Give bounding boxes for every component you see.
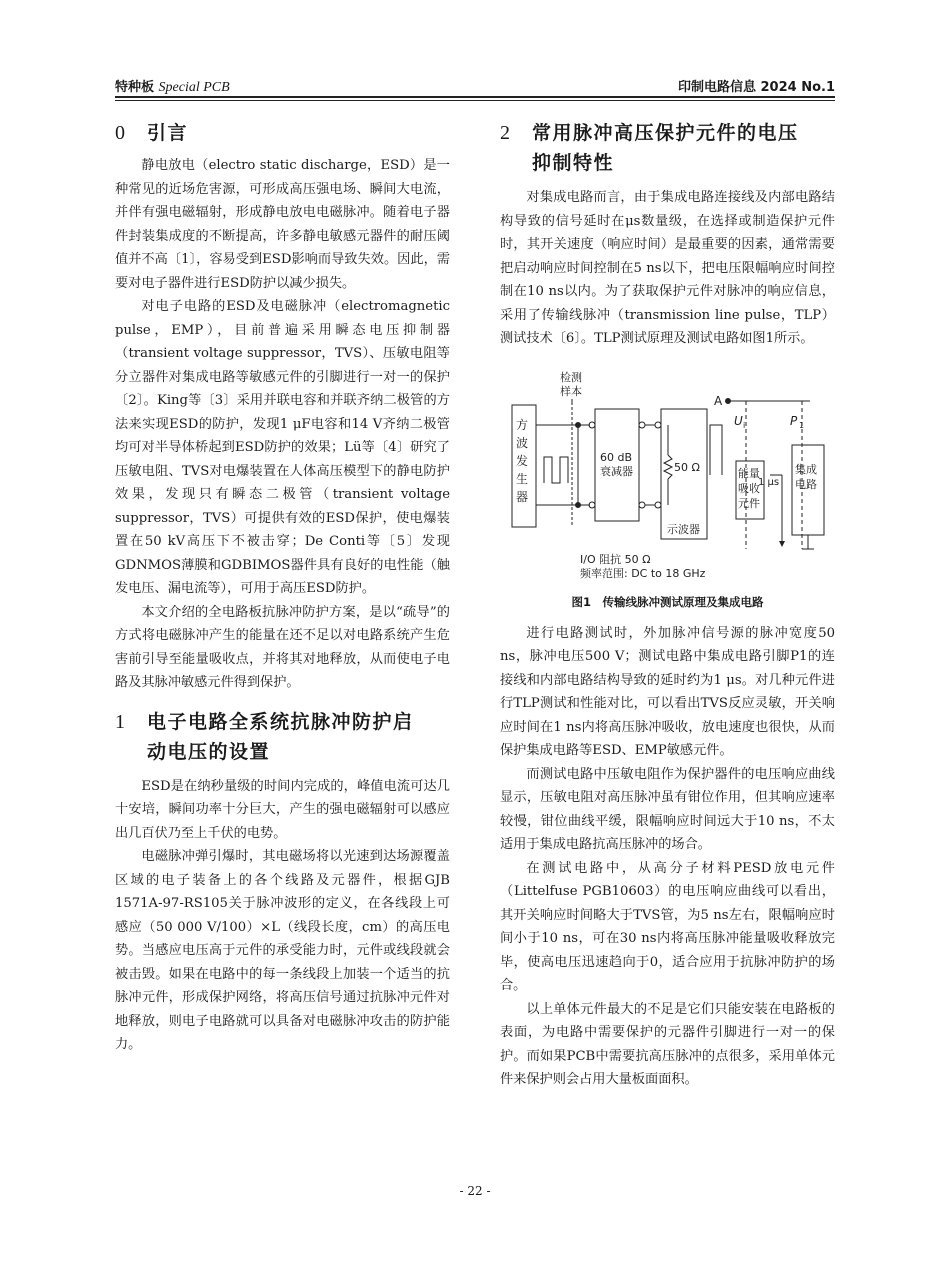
figure-1 <box>500 365 835 590</box>
paragraph: 对集成电路而言，由于集成电路连接线及内部电路结构导致的信号延时在μs数量级，在选择或制造保护元件时，其开关速度（响应时间）是最重要的因素，通常需要把启动响应时间控制在5 ns以下，把电压限幅响应时间控制在10 ns以内。为了获取保护元件对脉冲的响应信息，采用了传输线脉冲（transmission line pulse，TLP）测试技术〔6〕。TLP测试原理及测试电路如图1所示。 <box>500 190 835 346</box>
resistor-icon <box>664 455 672 479</box>
sample-label-1: 检测 <box>560 370 582 384</box>
resistor-label: 50 Ω <box>674 460 700 474</box>
ui-label: U <box>734 413 743 428</box>
header-rule-thin <box>115 100 835 101</box>
p1-label: P <box>790 413 798 428</box>
freq-range-label: 频率范围: DC to 18 GHz <box>580 566 706 580</box>
absorber-label-3: 元件 <box>738 496 760 510</box>
header-journal-section <box>115 76 230 96</box>
gen-char: 发 <box>516 453 529 468</box>
terminal <box>655 422 661 428</box>
pulse-waveform-icon <box>544 457 568 483</box>
figure-1-caption: 图1 传输线脉冲测试原理及集成电路 <box>571 594 764 609</box>
delay-label: 1 μs <box>758 476 780 488</box>
section-1-title-line2: 动电压的设置 <box>147 740 271 763</box>
absorber-label-1: 能量 <box>738 466 760 480</box>
node-dot <box>576 502 581 507</box>
page-number: - 22 - <box>459 1184 491 1198</box>
right-column <box>500 118 835 1092</box>
page-header <box>115 76 835 94</box>
tlp-circuit-diagram <box>500 365 835 590</box>
header-journal-issue: 印制电路信息 2024 No.1 <box>677 80 835 95</box>
section-1-number: 1 <box>115 710 127 733</box>
ic-label-2: 电路 <box>795 477 817 491</box>
section-2-title-line1: 常用脉冲高压保护元件的电压 <box>532 122 799 144</box>
terminal <box>639 422 645 428</box>
section-0-title: 引言 <box>147 122 189 144</box>
square-wave-generator-label <box>516 417 528 504</box>
section-2-title-line2: 抑制特性 <box>532 152 615 174</box>
section-2-number: 2 <box>500 122 512 144</box>
paragraph: 在测试电路中，从高分子材料PESD放电元件（Littelfuse PGB10603）的电压响应曲线可以看出，其开关响应时间略大于TVS管，为5 ns左右，限幅响应时间小于10 ns，可在30 ns内将高压脉冲能量吸收释放完毕，使高电压迅速趋向于0，适合应用于抗脉冲防护的场合。 <box>500 860 835 993</box>
gen-char: 生 <box>516 471 529 486</box>
p1-subscript: 1 <box>799 420 805 430</box>
ic-label-1: 集成 <box>795 462 817 476</box>
paragraph: 电磁脉冲弹引爆时，其电磁场将以光速到达场源覆盖区域的电子装备上的各个线路及元器件，根据GJB 1571A-97-RS105关于脉冲波形的定义，在各线段上可感应（50 000 V/100）×L（线段长度，cm）的高压电势。当感应电压高于元件的承受能力时，元件或线段就会被击毁。如果在电路中的每一条线段上加装一个适当的抗脉冲元件，形成保护网络，将高压信号通过抗脉冲元件对地释放，则电子电路就可以具备对电磁脉冲攻击的防护能力。 <box>115 849 450 1052</box>
terminal <box>639 502 645 508</box>
attenuator-label-2: 衰减器 <box>600 464 633 478</box>
paragraph: 对电子电路的ESD及电磁脉冲（electromagnetic pulse，EMP），目前普遍采用瞬态电压抑制器（transient voltage suppressor，TVS）、压敏电阻等分立器件对集成电路等敏感元件的引脚进行一对一的保护〔2〕。King等〔3〕采用并联电容和并联齐纳二极管的方法来实现ESD的防护，发现1 μF电容和14 V齐纳二极管均可对半导体桥起到ESD防护的效果；Lü等〔4〕研究了压敏电阻、TVS对电爆装置在人体高压模型下的静电防护效果，发现只有瞬态二极管（transient voltage suppressor，TVS）可提供有效的ESD保护，使电爆装置在50 kV高压下不被击穿；De Conti等〔5〕发现GDNMOS薄膜和GDBIMOS器件具有良好的电性能（触发电压、漏电流等），可用于高压ESD防护。 <box>115 299 450 596</box>
point-a-dot <box>726 398 731 403</box>
gen-char: 方 <box>516 417 529 432</box>
paragraph: ESD是在纳秒量级的时间内完成的，峰值电流可达几十安培，瞬间功率十分巨大，产生的强电磁辐射可以感应出几百伏乃至上千伏的电势。 <box>115 778 450 841</box>
header-rule-thick <box>115 96 835 98</box>
input-pulse-icon <box>710 425 722 475</box>
attenuator-label-1: 60 dB <box>600 450 633 464</box>
paragraph: 而测试电路中压敏电阻作为保护器件的电压响应曲线显示，压敏电阻对高压脉冲虽有钳位作用，但其响应速率较慢，钳位曲线平缓，限幅响应时间远大于10 ns，不太适用于集成电路抗高压脉冲的场合。 <box>500 766 835 852</box>
header-section-en: Special PCB <box>158 80 230 95</box>
absorber-label-2: 吸收 <box>738 481 760 495</box>
paragraph: 以上单体元件最大的不足是它们只能安装在电路板的表面，为电路中需要保护的元器件引脚进行一对一的保护。而如果PCB中需要抗高压脉冲的点很多，采用单体元件来保护则会占用大量板面面积。 <box>500 1001 835 1087</box>
section-0-heading <box>115 118 450 148</box>
gen-char: 波 <box>516 435 529 450</box>
left-column <box>115 118 450 1057</box>
section-1-heading <box>115 707 450 767</box>
ui-subscript: i <box>743 420 746 430</box>
section-1-title-line1: 电子电路全系统抗脉冲防护启 <box>147 710 414 733</box>
paragraph: 静电放电（electro static discharge，ESD）是一种常见的近场危害源，可形成高压强电场、瞬间大电流，并伴有强电磁辐射，形成静电放电电磁脉冲。随着电子器件封装集成度的不断提高，许多静电敏感元器件的耐压阈值并不高〔1〕，容易受到ESD影响而导致失效。因此，需要对电子器件进行ESD防护以减少损失。 <box>115 158 450 291</box>
arrow-head-icon <box>779 541 785 547</box>
section-0-number: 0 <box>115 122 127 144</box>
io-impedance-label: I/O 阻抗 50 Ω <box>580 552 651 566</box>
section-2-heading <box>500 118 835 178</box>
paragraph: 进行电路测试时，外加脉冲信号源的脉冲宽度50 ns，脉冲电压500 V；测试电路中集成电路引脚P1的连接线和内部电路结构导致的延时约为1 μs。对几种元件进行TLP测试和性能对比，可以看出TVS反应灵敏，开关响应时间在1 ns内将高压脉冲吸收，放电速度也很快，从而保护集成电路等ESD、EMP敏感元件。 <box>500 625 835 758</box>
paragraph: 本文介绍的全电路板抗脉冲防护方案，是以“疏导”的方式将电磁脉冲产生的能量在还不足以对电路系统产生危害前引导至能量吸收点，并将其对地释放，从而使电子电路及其脉冲敏感元件得到保护。 <box>115 604 450 690</box>
sample-label-2: 样本 <box>560 384 582 398</box>
node-dot <box>576 422 581 427</box>
point-a-label: A <box>714 393 723 408</box>
gen-char: 器 <box>516 489 529 504</box>
oscilloscope-label: 示波器 <box>667 522 700 536</box>
terminal <box>655 502 661 508</box>
header-section-cn: 特种板 <box>115 80 155 95</box>
